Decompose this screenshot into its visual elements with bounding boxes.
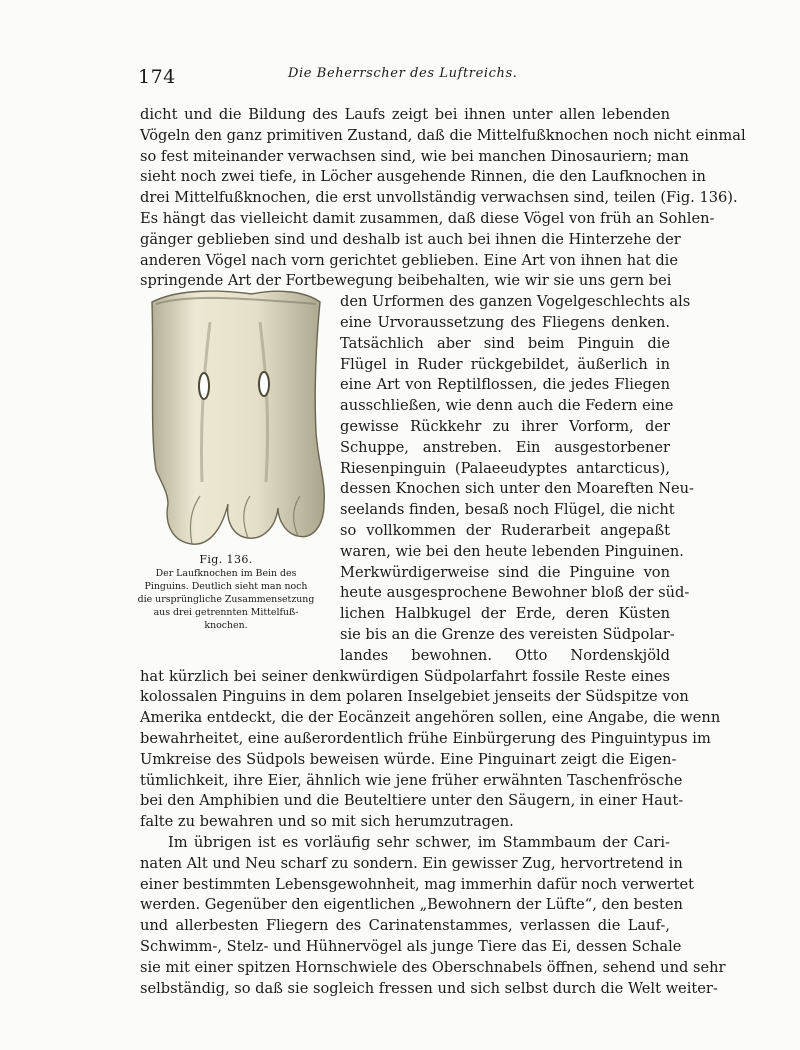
running-header [138,62,678,92]
text-line: sie bis an die Grenze des vereisten Südpolar- [340,626,675,643]
text-line: selbständig, so daß sie sogleich fressen und sich selbst durch die Welt weiter- [140,979,718,997]
text-line: eine Art von Reptilflossen, die jedes Fliegen [340,376,670,394]
text-line: Tatsächlich aber sind beim Pinguin die [340,334,670,352]
text-line: drei Mittelfußknochen, die erst unvollständig verwachsen sind, teilen (Fig. 136). [140,189,738,207]
text-line: Umkreise des Südpols beweisen würde. Eine Pinguinart zeigt die Eigen- [140,750,677,768]
text-line: einer bestimmten Lebensgewohnheit, mag immerhin dafür noch verwertet [140,875,695,893]
text-line: lichen Halbkugel der Erde, deren Küsten [340,605,670,623]
text-line: Amerika entdeckt, die der Eocänzeit angehören sollen, eine Angabe, die wenn [140,709,721,727]
text-line: waren, wie bei den heute lebenden Pinguinen. [340,542,684,560]
text-line: gänger geblieben sind und deshalb ist auch bei ihnen die Hinterzehe der [140,230,681,248]
text-line: Merkwürdigerweise sind die Pinguine von [340,563,670,581]
text-line: den Urformen des ganzen Vogelgeschlechts als [340,293,691,311]
text-line: bewahrheitet, eine außerordentlich frühe Einbürgerung des Pinguintypus im [140,730,711,747]
page-number: 174 [138,66,176,88]
text-line: Im übrigen ist es vorläufig sehr schwer, im Stammbaum der Cari- [168,834,670,851]
text-line: eine Urvoraussetzung des Fliegens denken. [340,314,670,331]
text-line: bei den Amphibien und die Beuteltiere unter den Säugern, in einer Haut- [140,792,684,810]
text-line: dessen Knochen sich unter den Moareften Neu- [340,480,694,498]
caption-line: knochen. [204,620,248,631]
text-line: landes bewohnen. Otto Nordenskjöld [340,646,670,664]
figure-label: Fig. 136. [199,553,253,566]
text-line: ausschließen, wie denn auch die Federn eine [340,397,674,415]
text-line: naten Alt und Neu scharf zu sondern. Ein gewisser Zug, hervortretend in [140,854,683,872]
figure-136-tarsometatarsus [130,282,336,556]
text-line: gewisse Rückkehr zu ihrer Vorform, der [340,418,670,435]
text-line: springende Art der Fortbewegung beibehalten, wie wir sie uns gern bei [140,272,672,290]
text-line: Vögeln den ganz primitiven Zustand, daß die Mittelfußknochen noch nicht einmal [140,126,746,144]
bone-outline [152,291,324,544]
caption-line: Der Laufknochen im Bein des [155,568,297,579]
text-line: Riesenpinguin (Palaeeudyptes antarcticus), [340,459,670,477]
right-foramen [259,372,269,396]
text-line: dicht und die Bildung des Laufs zeigt bei ihnen unter allen lebenden [140,106,670,123]
text-line: anderen Vögel nach vorn gerichtet geblieben. Eine Art von ihnen hat die [140,251,678,269]
text-line: seelands finden, besaß noch Flügel, die nicht [340,501,675,519]
text-line: sieht noch zwei tiefe, in Löcher ausgehende Rinnen, die den Laufknochen in [140,168,706,186]
text-line: falte zu bewahren und so mit sich herumzutragen. [140,813,514,831]
text-line: sie mit einer spitzen Hornschwiele des Oberschnabels öffnen, sehend und sehr [140,958,726,976]
text-line: Schwimm-, Stelz- und Hühnervögel als junge Tiere das Ei, dessen Schale [140,938,682,955]
text-line: so fest miteinander verwachsen sind, wie bei manchen Dinosauriern; man [140,147,689,165]
caption-line: die ursprüngliche Zusammensetzung [137,594,315,605]
text-line: kolossalen Pinguins in dem polaren Inselgebiet jenseits der Südspitze von [140,688,689,706]
penguin-bone-illustration [130,282,336,556]
text-line: so vollkommen der Ruderarbeit angepaßt [340,522,670,539]
text-line: und allerbesten Fliegern des Carinatenstammes, verlassen die Lauf-, [140,917,670,935]
figure-caption [128,553,324,632]
caption-line: aus drei getrennten Mittelfuß- [153,607,299,618]
caption-line: Pinguins. Deutlich sieht man noch [144,581,308,592]
text-line: werden. Gegenüber den eigentlichen „Bewohnern der Lüfte“, den besten [140,896,683,914]
text-line: Schuppe, anstreben. Ein ausgestorbener [340,438,670,456]
text-line: Es hängt das vielleicht damit zusammen, daß diese Vögel von früh an Sohlen- [140,210,715,227]
running-title: Die Beherrscher des Luftreichs. [288,66,518,81]
text-line: heute ausgesprochene Bewohner bloß der süd- [340,584,690,602]
text-line: Flügel in Ruder rückgebildet, äußerlich in [340,355,670,373]
left-foramen [199,373,209,399]
text-line: hat kürzlich bei seiner denkwürdigen Südpolarfahrt fossile Reste eines [140,667,670,685]
text-line: tümlichkeit, ihre Eier, ähnlich wie jene früher erwähnten Taschenfrösche [140,771,683,789]
